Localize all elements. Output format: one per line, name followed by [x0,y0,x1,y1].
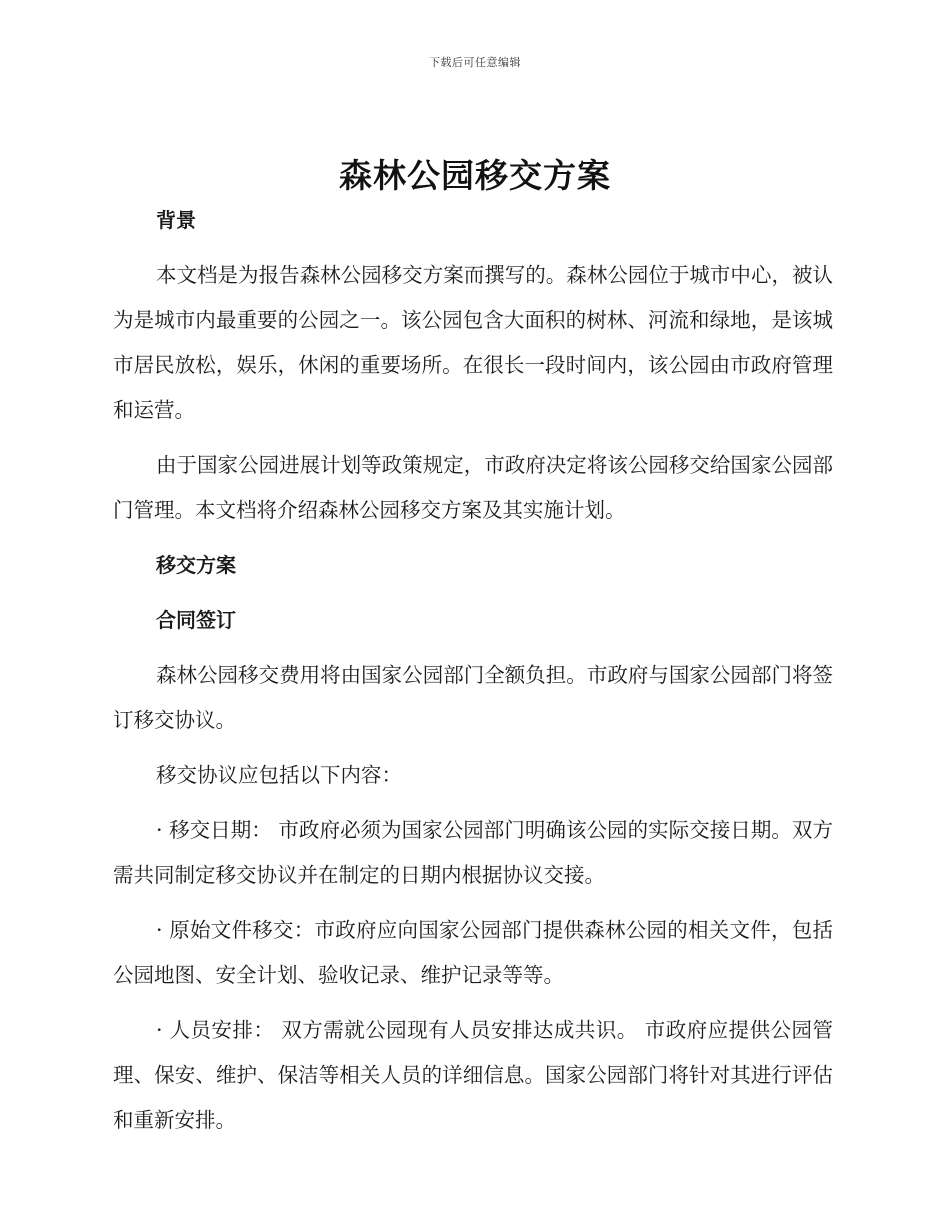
bullet-original-documents: · 原始文件移交：市政府应向国家公园部门提供森林公园的相关文件，包括公园地图、安全计划、验收记录、维护记录等等。 [113,918,833,987]
paragraph-contract-1: 森林公园移交费用将由国家公园部门全额负担。市政府与国家公园部门将签订移交协议。 [113,663,833,732]
document-title: 森林公园移交方案 [339,156,611,195]
section-heading-background: 背景 [156,208,196,232]
section-heading-plan: 移交方案 [156,553,236,577]
paragraph-contract-2: 移交协议应包括以下内容： [156,763,402,787]
paragraph-background-1: 本文档是为报告森林公园移交方案而撰写的。森林公园位于城市中心，被认为是城市内最重要的公园之一。该公园包含大面积的树林、河流和绿地，是该城市居民放松，娱乐，休闲的重要场所。在很长一段时间内，该公园由市政府管理和运营。 [113,263,833,422]
bullet-transfer-date: · 移交日期： 市政府必须为国家公园部门明确该公园的实际交接日期。双方需共同制定移交协议并在制定的日期内根据协议交接。 [113,818,833,887]
page-header-note: 下载后可任意编辑 [429,56,521,69]
section-heading-contract: 合同签订 [156,608,236,632]
paragraph-background-2: 由于国家公园进展计划等政策规定，市政府决定将该公园移交给国家公园部门管理。本文档将介绍森林公园移交方案及其实施计划。 [113,453,833,522]
document-body [113,198,833,1153]
bullet-staff-arrangement: · 人员安排： 双方需就公园现有人员安排达成共识。 市政府应提供公园管理、保安、维护、保洁等相关人员的详细信息。国家公园部门将针对其进行评估和重新安排。 [113,1018,833,1132]
